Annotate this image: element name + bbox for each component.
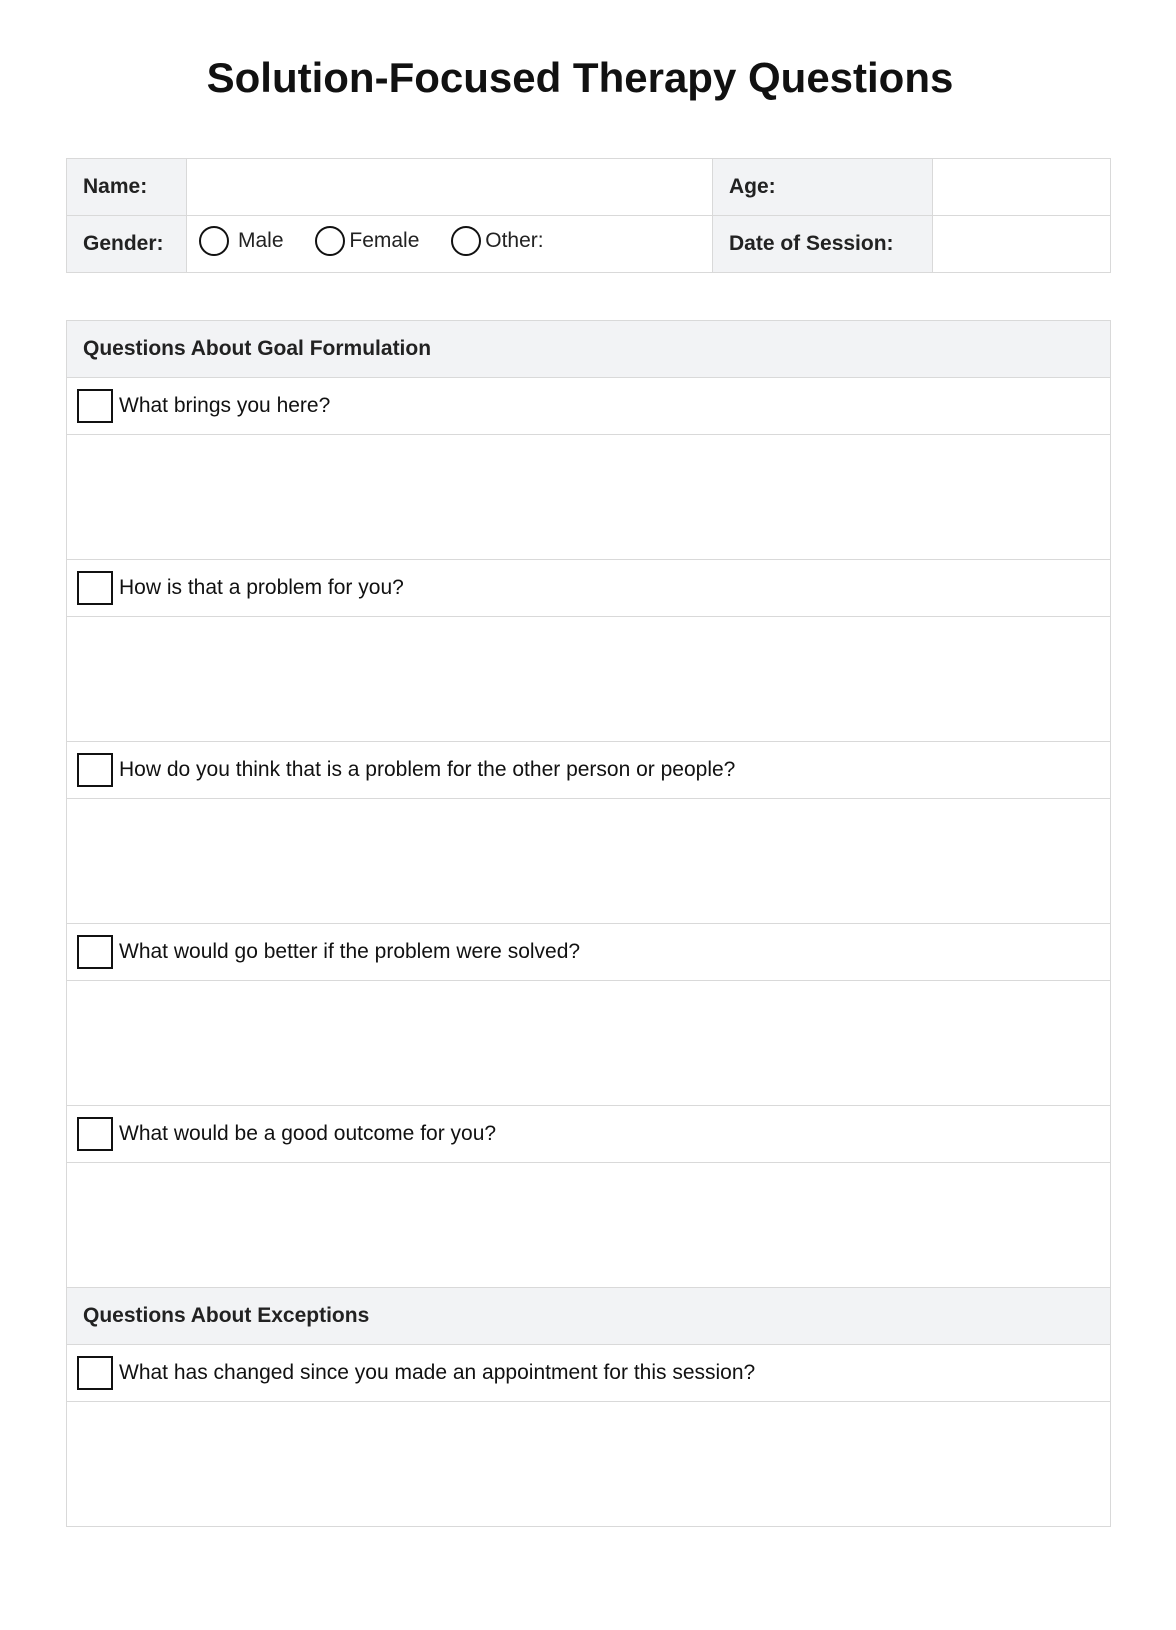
question-row: [67, 560, 1111, 617]
answer-area[interactable]: [67, 799, 1111, 924]
checkbox-icon[interactable]: [77, 1117, 113, 1151]
gender-options: [187, 216, 713, 273]
answer-area[interactable]: [67, 981, 1111, 1106]
info-row-name-age: [67, 159, 1111, 216]
question-text: How is that a problem for you?: [119, 576, 404, 599]
radio-circle-icon[interactable]: [315, 226, 345, 256]
question-text: What would go better if the problem were solved?: [119, 940, 581, 963]
question-row: [67, 378, 1111, 435]
radio-circle-icon[interactable]: [451, 226, 481, 256]
answer-area[interactable]: [67, 617, 1111, 742]
gender-option-label: Male: [238, 229, 284, 252]
checkbox-icon[interactable]: [77, 1356, 113, 1390]
answer-area[interactable]: [67, 435, 1111, 560]
page-title: Solution-Focused Therapy Questions: [206, 54, 954, 101]
checkbox-icon[interactable]: [77, 389, 113, 423]
gender-option-female[interactable]: [315, 226, 419, 256]
gender-option-label: Other:: [485, 229, 544, 252]
questions-table: [66, 320, 1111, 1527]
age-label: Age:: [713, 159, 933, 216]
question-row: [67, 1106, 1111, 1163]
section-header-goal-formulation: [67, 321, 1111, 378]
answer-area[interactable]: [67, 1163, 1111, 1288]
question-row: [67, 1345, 1111, 1402]
info-row-gender-date: [67, 216, 1111, 273]
gender-option-label: Female: [349, 229, 420, 252]
question-text: What would be a good outcome for you?: [119, 1122, 497, 1145]
question-text: What has changed since you made an appointment for this session?: [119, 1361, 756, 1384]
checkbox-icon[interactable]: [77, 571, 113, 605]
age-field[interactable]: [933, 159, 1111, 216]
checkbox-icon[interactable]: [77, 753, 113, 787]
question-text: What brings you here?: [119, 394, 331, 417]
section-heading: Questions About Goal Formulation: [67, 321, 1111, 378]
question-text: How do you think that is a problem for the other person or people?: [119, 758, 736, 781]
answer-area[interactable]: [67, 1402, 1111, 1527]
gender-option-male[interactable]: [199, 226, 284, 256]
checkbox-icon[interactable]: [77, 935, 113, 969]
gender-option-other[interactable]: [451, 226, 543, 256]
name-label: Name:: [67, 159, 187, 216]
date-of-session-field[interactable]: [933, 216, 1111, 273]
section-heading: Questions About Exceptions: [67, 1288, 1111, 1345]
name-field[interactable]: [187, 159, 713, 216]
section-header-exceptions: [67, 1288, 1111, 1345]
question-row: [67, 742, 1111, 799]
radio-circle-icon[interactable]: [199, 226, 229, 256]
date-of-session-label: Date of Session:: [713, 216, 933, 273]
client-info-table: [66, 158, 1111, 273]
question-row: [67, 924, 1111, 981]
gender-label: Gender:: [67, 216, 187, 273]
